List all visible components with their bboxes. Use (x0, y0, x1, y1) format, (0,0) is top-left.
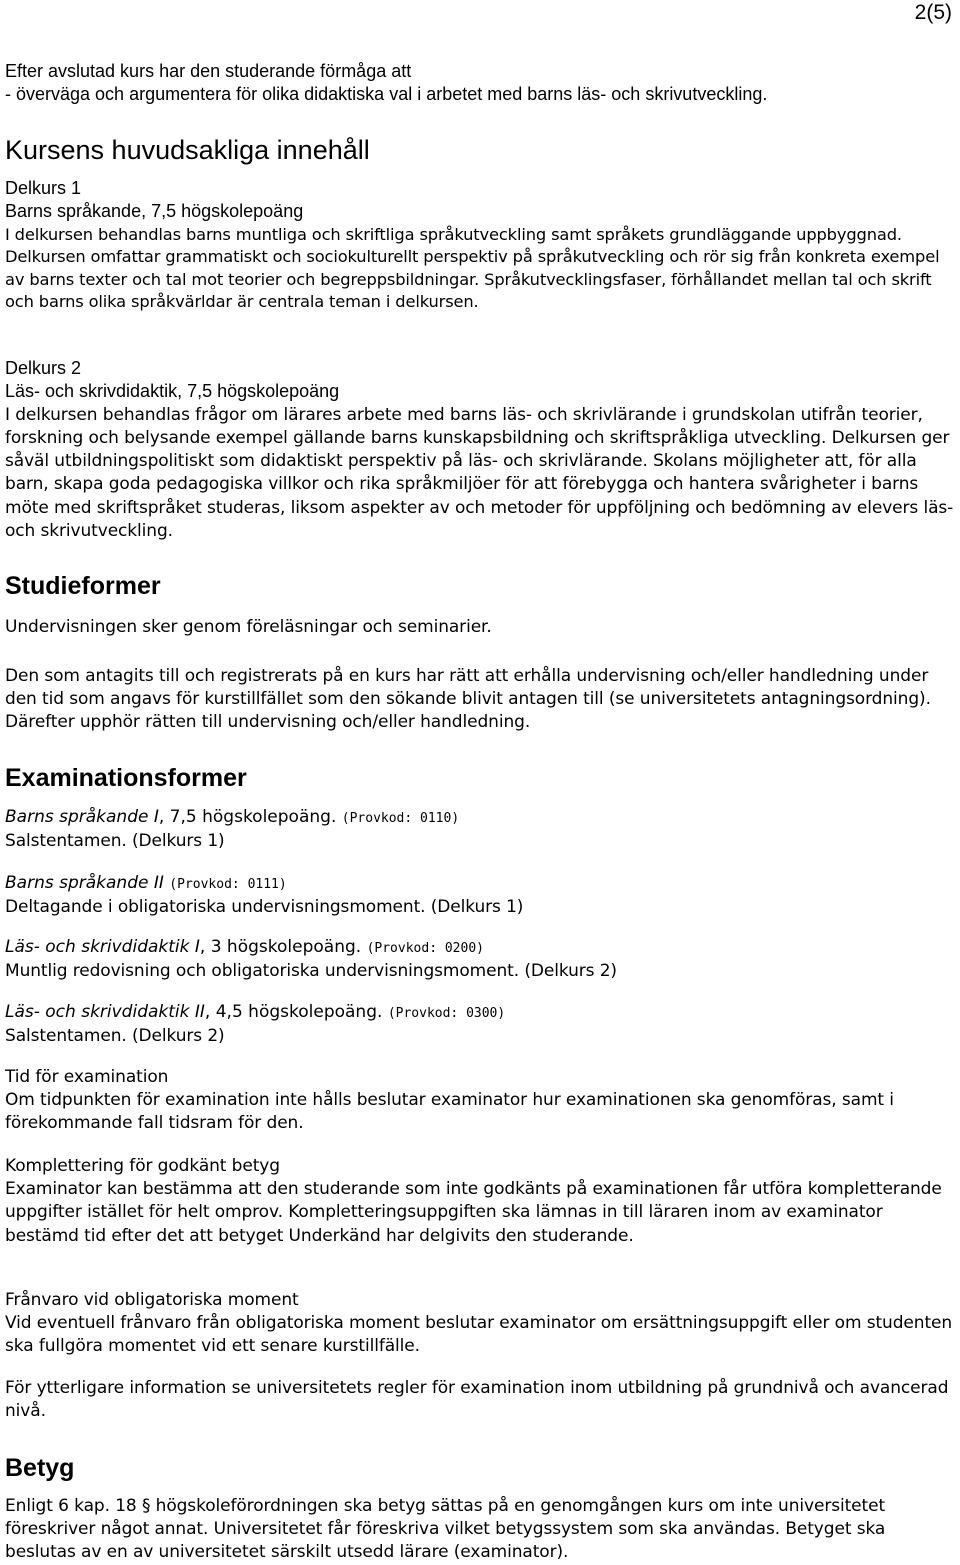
exam-item-title (5, 806, 955, 830)
exam-completion-text: Examinator kan bestämma att den studerande som inte godkänts på examinationen får utföra kompletterande uppgifter istället för helt omprov. Kompletteringsuppgiften ska lämnas in till läraren inom av examinator bestämd tid efter det att betyget Underkänd har delgivits den studerande. (5, 1179, 942, 1246)
part1-title: Barns språkande, 7,5 högskolepoäng (5, 201, 304, 222)
exam-item (5, 872, 955, 919)
exam-more-info: För ytterligare information se universitetets regler för examination inom utbildning på grundnivå och avancerad nivå. (5, 1378, 949, 1422)
exam-completion-label: Komplettering för godkänt betyg (5, 1156, 280, 1176)
exam-item-code: (Provkod: 0111) (169, 877, 287, 892)
part2-text: I delkursen behandlas frågor om lärares arbete med barns läs- och skrivlärande i grundskolan utifrån teorier, forskning och belysande exempel gällande barns kunskapsbildning och skriftspråkliga utveckling. Delkursen ger såväl utbildningspolitiskt som didaktiskt perspektiv på läs- och skrivlärande. Skolans möjligheter att, för alla barn, skapa goda pedagogiska villkor och rika språkmiljöer för att förebygga och hantera svårigheter i barns möte med skriftspråket studeras, liksom aspekter av och metoder för uppföljning och bedömning av elevers läs- och skrivutveckling. (5, 404, 954, 541)
part1-text (5, 224, 955, 314)
exam-item (5, 806, 955, 853)
exam-absence-block (5, 1289, 955, 1359)
exam-time-text: Om tidpunkten för examination inte hålls beslutar examinator hur examinationen ska genomföras, samt i förekommande fall tidsram för den. (5, 1090, 894, 1134)
studieformer-p2: Den som antagits till och registrerats på en kurs har rätt att erhålla undervisning och/eller handledning under den tid som angavs för kurstillfället som den sökande blivit antagen till (se universitetets antagningsordning). Därefter upphör rätten till undervisning och/eller handledning. (5, 666, 931, 733)
intro-block (5, 60, 955, 107)
exam-item-title (5, 936, 955, 960)
part1-block (5, 177, 955, 313)
exam-absence-label: Frånvaro vid obligatoriska moment (5, 1290, 299, 1310)
exam-item-name: Barns språkande II (5, 873, 164, 893)
exam-time-label: Tid för examination (5, 1067, 169, 1087)
intro-line-1: Efter avslutad kurs har den studerande förmåga att (5, 61, 412, 81)
exam-item-name: Barns språkande I (5, 807, 159, 827)
exam-item-credits: , 3 högskolepoäng. (199, 937, 362, 957)
exam-item-code: (Provkod: 0110) (341, 811, 460, 826)
part2-block (5, 357, 955, 543)
betyg-text: Enligt 6 kap. 18 § högskoleförordningen ska betyg sättas på en genomgången kurs om inte universitetet föreskriver något annat. Universitetet får föreskriva vilket betygssystem som ska användas. Betyget ska beslutas av en av universitetet särskilt utsedd lärare (examinator). (5, 1496, 886, 1563)
exam-item-name: Läs- och skrivdidaktik II (5, 1002, 205, 1022)
examinationsformer-heading: Examinationsformer (5, 764, 247, 792)
exam-item-code: (Provkod: 0300) (387, 1006, 506, 1021)
part2-title: Läs- och skrivdidaktik, 7,5 högskolepoäng (5, 381, 340, 402)
exam-item-name: Läs- och skrivdidaktik I (5, 937, 200, 957)
betyg-heading: Betyg (5, 1454, 75, 1482)
part1-text-2: Delkursen omfattar grammatiskt och sociokulturellt perspektiv på språkutveckling och rör sig från konkreta exempel av barns texter och tal mot teorier och begreppsbildningar. Språkutvecklingsfaser, förhållandet mellan tal och skrift och barns olika språkvärldar är centrala teman i delkursen. (5, 247, 940, 312)
exam-item (5, 1001, 955, 1048)
exam-item-desc: Muntlig redovisning och obligatoriska undervisningsmoment. (Delkurs 2) (5, 961, 617, 982)
content-heading: Kursens huvudsakliga innehåll (5, 135, 370, 165)
studieformer-p1: Undervisningen sker genom föreläsningar och seminarier. (5, 617, 492, 637)
part1-label: Delkurs 1 (5, 178, 82, 198)
studieformer-heading: Studieformer (5, 572, 161, 600)
exam-item-title (5, 872, 955, 896)
exam-completion-block (5, 1155, 955, 1248)
exam-item-credits: , 7,5 högskolepoäng. (158, 807, 337, 827)
exam-item-title (5, 1001, 955, 1025)
exam-item-code: (Provkod: 0200) (366, 941, 484, 956)
page-number: 2(5) (914, 1, 952, 24)
part1-text-1: I delkursen behandlas barns muntliga och skriftliga språkutveckling samt språkets grundläggande uppbyggnad. (5, 224, 902, 244)
exam-time-block (5, 1066, 955, 1136)
intro-line-2: - överväga och argumentera för olika didaktiska val i arbetet med barns läs- och skrivutveckling. (5, 84, 768, 105)
part2-label: Delkurs 2 (5, 358, 82, 378)
exam-absence-text: Vid eventuell frånvaro från obligatoriska moment beslutar examinator om ersättningsuppgift eller om studenten ska fullgöra momentet vid ett senare kurstillfälle. (5, 1313, 953, 1357)
exam-item-credits: , 4,5 högskolepoäng. (204, 1002, 383, 1022)
exam-item-desc: Salstentamen. (Delkurs 1) (5, 831, 225, 852)
exam-item (5, 936, 955, 983)
exam-item-desc: Deltagande i obligatoriska undervisningsmoment. (Delkurs 1) (5, 897, 524, 918)
exam-item-desc: Salstentamen. (Delkurs 2) (5, 1026, 225, 1047)
